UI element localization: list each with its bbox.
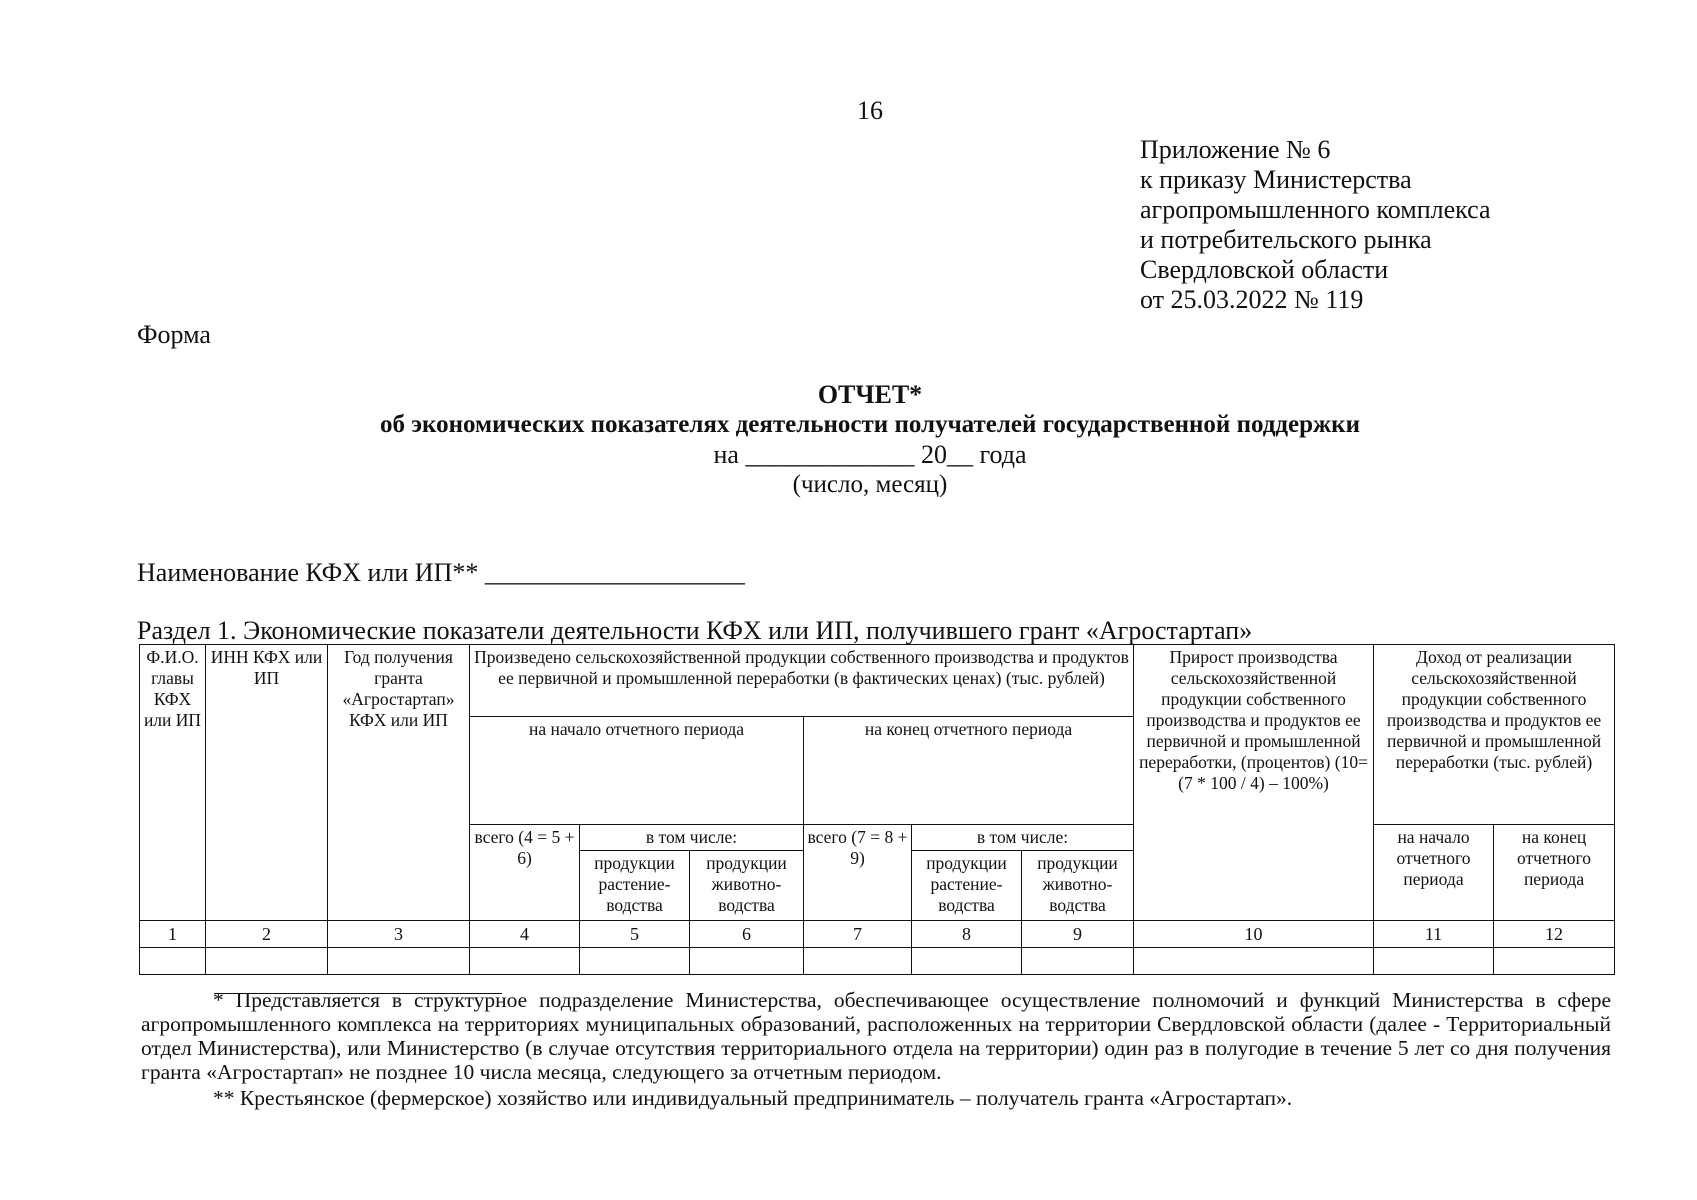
header-produced-group: Произведено сельскохозяйственной продукции собственного производства и продуктов ее первичной и промышленной переработки (в фактических ценах) (тыс. рублей) [470, 645, 1134, 717]
table-cell[interactable] [206, 948, 328, 975]
column-number: 10 [1134, 921, 1374, 948]
table-cell[interactable] [1022, 948, 1134, 975]
header-income-group: Доход от реализации сельскохозяйственной продукции собственного производства и продуктов ее первичной и промышленной переработки (тыс. рублей) [1374, 645, 1615, 825]
table-cell[interactable] [912, 948, 1022, 975]
header-inn: ИНН КФХ или ИП [206, 645, 328, 921]
header-crop-end: продукции растение-водства [912, 851, 1022, 921]
header-grant-year: Год получения гранта «Агростартап» КФХ или ИП [328, 645, 470, 921]
header-total-end: всего (7 = 8 + 9) [804, 825, 912, 921]
appendix-line: Свердловской области [1140, 255, 1389, 284]
report-subheading: об экономических показателях деятельности получателей государственной поддержки [379, 411, 1360, 438]
appendix-line: Приложение № 6 [1140, 135, 1331, 164]
organization-name-line: Наименование КФХ или ИП** ____________________ [137, 558, 745, 587]
table-cell[interactable] [1134, 948, 1374, 975]
header-growth: Прирост производства сельскохозяйственной продукции собственного производства и продуктов ее первичной и промышленной переработки, (процентов) (10= (7 * 100 / 4) – 100%) [1134, 645, 1374, 921]
table-cell[interactable] [804, 948, 912, 975]
column-number: 8 [912, 921, 1022, 948]
report-heading: ОТЧЕТ* [817, 380, 923, 409]
column-number: 4 [470, 921, 580, 948]
footnote-1: * Представляется в структурное подразделение Министерства, обеспечивающее осуществление полномочий и функций Министерства в сфере агропромышленного комплекса на территориях муниципальных образований, расположенных на территории Свердловской области (далее - Территориальный отдел Министерства), или Министерство (в случае отсутствия территориального отдела на территории) один раз в полугодие в течение 5 лет со дня получения гранта «Агростартап» не позднее 10 числа месяца, следующего за отчетным периодом. [141, 988, 1611, 1084]
appendix-line: от 25.03.2022 № 119 [1140, 285, 1364, 314]
appendix-block [1140, 135, 1491, 315]
column-number: 7 [804, 921, 912, 948]
header-period-end: на конец отчетного периода [804, 717, 1134, 825]
table-cell[interactable] [690, 948, 804, 975]
section-title: Раздел 1. Экономические показатели деятельности КФХ или ИП, получившего грант «Агростартап» [137, 616, 1253, 645]
footnote-2: ** Крестьянское (фермерское) хозяйство или индивидуальный предприниматель – получатель гранта «Агростартап». [213, 1086, 1293, 1110]
header-fio: Ф.И.О. главы КФХ или ИП [140, 645, 206, 921]
footnotes [141, 988, 1611, 1110]
page-number: 16 [857, 96, 883, 125]
header-including-end: в том числе: [912, 825, 1134, 851]
column-number-row [140, 921, 1615, 948]
header-total-start: всего (4 = 5 + 6) [470, 825, 580, 921]
column-number: 6 [690, 921, 804, 948]
column-number: 5 [580, 921, 690, 948]
column-number: 11 [1374, 921, 1494, 948]
table-cell[interactable] [328, 948, 470, 975]
table-cell[interactable] [1374, 948, 1494, 975]
table-cell[interactable] [140, 948, 206, 975]
header-livestock-start: продукции животно-водства [690, 851, 804, 921]
header-livestock-end: продукции животно-водства [1022, 851, 1134, 921]
column-number: 3 [328, 921, 470, 948]
report-date-hint: (число, месяц) [792, 471, 948, 498]
column-number: 12 [1494, 921, 1615, 948]
report-table [139, 644, 1615, 975]
table-cell[interactable] [1494, 948, 1615, 975]
report-title-block [0, 380, 1697, 500]
header-income-end: на конец отчетного периода [1494, 825, 1615, 921]
report-date-line: на _____________ 20__ года [713, 440, 1027, 469]
header-crop-start: продукции растение-водства [580, 851, 690, 921]
header-income-start: на начало отчетного периода [1374, 825, 1494, 921]
column-number: 2 [206, 921, 328, 948]
column-number: 9 [1022, 921, 1134, 948]
appendix-line: к приказу Министерства [1140, 165, 1412, 194]
form-label: Форма [137, 320, 211, 349]
table-row [140, 948, 1615, 975]
table-cell[interactable] [470, 948, 580, 975]
table-cell[interactable] [580, 948, 690, 975]
appendix-line: и потребительского рынка [1140, 225, 1432, 254]
header-period-start: на начало отчетного периода [470, 717, 804, 825]
column-number: 1 [140, 921, 206, 948]
appendix-line: агропромышленного комплекса [1140, 195, 1491, 224]
header-including-start: в том числе: [580, 825, 804, 851]
